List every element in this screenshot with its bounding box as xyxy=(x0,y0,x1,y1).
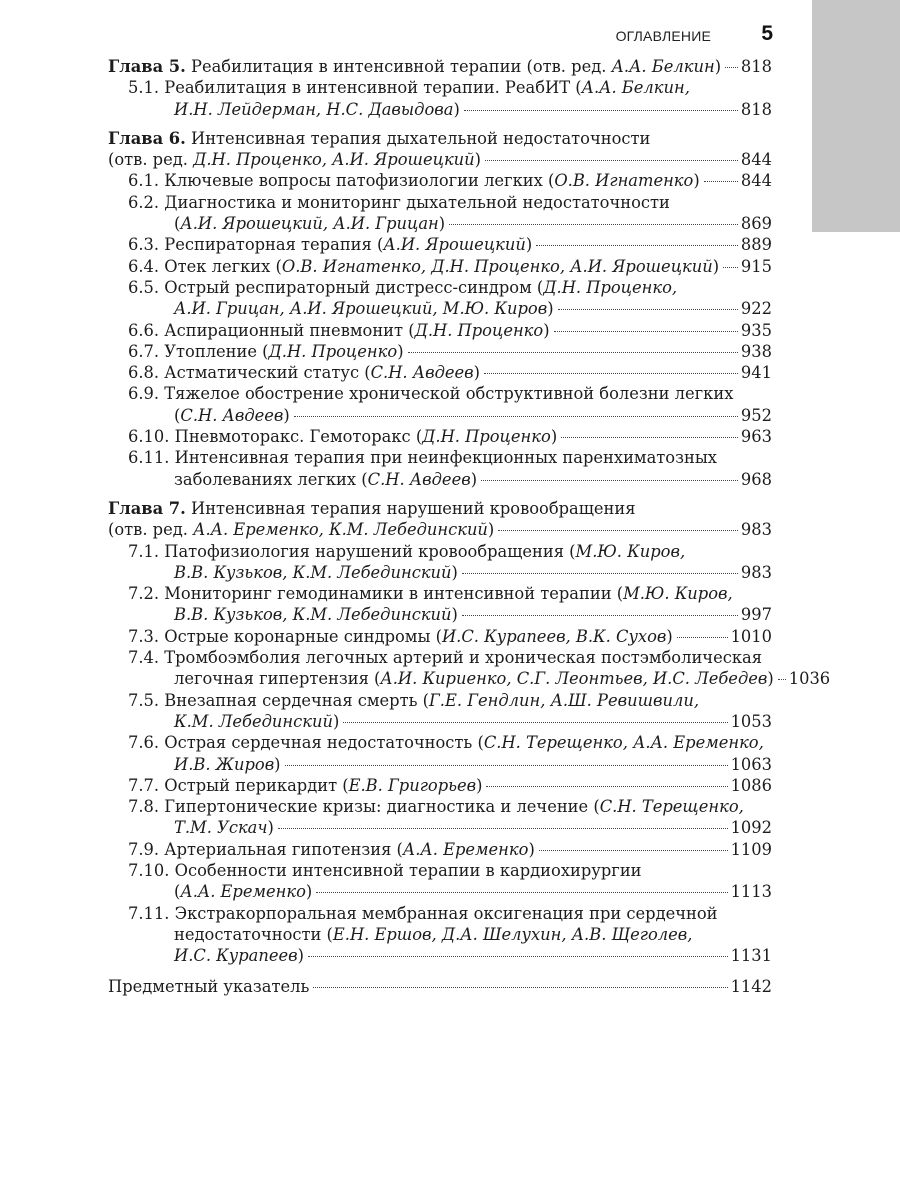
toc-section-7-9[interactable]: 7.9. Артериальная гипотензия (А.А. Еременко) 1109 xyxy=(128,839,772,859)
page-ref: 1142 xyxy=(730,977,772,997)
page-ref: 889 xyxy=(740,235,772,255)
toc-section-7-11[interactable]: 7.11. Экстракорпоральная мембранная оксигенация при сердечной недостаточности (Е.Н. Ершов, Д.А. Шелухин, А.В. Щеголев, И.С. Курапеев) 1131 xyxy=(128,903,772,966)
page-ref: 983 xyxy=(740,520,772,540)
toc-section-7-7[interactable]: 7.7. Острый перикардит (Е.В. Григорьев) 1086 xyxy=(128,775,772,795)
page-ref: 869 xyxy=(740,214,772,234)
page-ref: 1010 xyxy=(730,626,772,646)
toc-section-7-10[interactable]: 7.10. Особенности интенсивной терапии в кардиохирургии (А.А. Еременко) 1113 xyxy=(128,860,772,902)
page-ref: 968 xyxy=(740,469,772,489)
page-number: 5 xyxy=(761,22,773,45)
page-ref: 1063 xyxy=(730,754,772,774)
toc-section-6-6[interactable]: 6.6. Аспирационный пневмонит (Д.Н. Проценко) 935 xyxy=(128,320,772,340)
toc-section-7-8[interactable]: 7.8. Гипертонические кризы: диагностика и лечение (С.Н. Терещенко, Т.М. Ускач) 1092 xyxy=(128,797,772,838)
page-ref: 1086 xyxy=(730,775,772,795)
page-ref: 1131 xyxy=(730,946,772,966)
page-ref: 1092 xyxy=(730,818,772,838)
page-edge-tab xyxy=(812,0,900,232)
table-of-contents xyxy=(108,56,831,998)
toc-section-6-10[interactable]: 6.10. Пневмоторакс. Гемоторакс (Д.Н. Проценко) 963 xyxy=(128,427,772,447)
toc-section-5-1[interactable]: 5.1. Реабилитация в интенсивной терапии. РеабИТ (А.А. Белкин, И.Н. Лейдерман, Н.С. Давыдова) 818 xyxy=(128,78,772,119)
page-ref: 818 xyxy=(740,57,772,76)
page-ref: 1053 xyxy=(730,711,772,731)
toc-section-6-7[interactable]: 6.7. Утопление (Д.Н. Проценко) 938 xyxy=(128,341,772,361)
toc-section-7-4[interactable]: 7.4. Тромбоэмболия легочных артерий и хроническая постэмболическая легочная гипертензия (А.И. Кириенко, С.Г. Леонтьев, И.С. Лебедев) 1036 xyxy=(128,648,831,689)
page-ref: 844 xyxy=(740,150,772,170)
page-ref: 1109 xyxy=(730,839,772,859)
toc-section-6-5[interactable]: 6.5. Острый респираторный дистресс-синдром (Д.Н. Проценко, А.И. Грицан, А.И. Ярошецкий, М.Ю. Киров) 922 xyxy=(128,277,772,319)
toc-section-6-1[interactable]: 6.1. Ключевые вопросы патофизиологии легких (О.В. Игнатенко) 844 xyxy=(128,171,772,191)
page-ref: 938 xyxy=(740,341,772,361)
page-ref: 963 xyxy=(740,427,772,447)
page-ref: 941 xyxy=(740,363,772,383)
toc-section-7-1[interactable]: 7.1. Патофизиология нарушений кровообращения (М.Ю. Киров, В.В. Кузьков, К.М. Лебединский) 983 xyxy=(128,541,772,582)
toc-section-6-2[interactable]: 6.2. Диагностика и мониторинг дыхательной недостаточности (А.И. Ярошецкий, А.И. Грицан) 869 xyxy=(128,192,772,234)
toc-section-7-5[interactable]: 7.5. Внезапная сердечная смерть (Г.Е. Гендлин, А.Ш. Ревишвили, К.М. Лебединский) 1053 xyxy=(128,690,772,731)
toc-section-7-6[interactable]: 7.6. Острая сердечная недостаточность (С.Н. Терещенко, А.А. Еременко, И.В. Жиров) 1063 xyxy=(128,733,772,774)
toc-section-6-4[interactable]: 6.4. Отек легких (О.В. Игнатенко, Д.Н. Проценко, А.И. Ярошецкий) 915 xyxy=(128,256,772,276)
page-ref: 922 xyxy=(740,299,772,319)
page-ref: 1113 xyxy=(730,882,772,902)
running-title: ОГЛАВЛЕНИЕ xyxy=(615,28,711,44)
toc-section-6-11[interactable]: 6.11. Интенсивная терапия при неинфекционных паренхиматозных заболеваниях легких (С.Н. Авдеев) 968 xyxy=(128,448,772,489)
page-ref: 935 xyxy=(740,320,772,340)
page-ref: 818 xyxy=(740,99,772,119)
page-ref: 844 xyxy=(740,171,772,191)
page-header xyxy=(108,22,773,48)
toc-section-6-8[interactable]: 6.8. Астматический статус (С.Н. Авдеев) 941 xyxy=(128,363,772,383)
page-ref: 997 xyxy=(740,605,772,625)
toc-section-7-3[interactable]: 7.3. Острые коронарные синдромы (И.С. Курапеев, В.К. Сухов) 1010 xyxy=(128,626,772,646)
page-ref: 915 xyxy=(740,256,772,276)
page-ref: 1036 xyxy=(788,669,831,689)
page-ref: 952 xyxy=(740,405,772,425)
toc-subject-index[interactable]: Предметный указатель 1142 xyxy=(108,977,772,997)
page-ref: 983 xyxy=(740,562,772,582)
toc-chapter-6[interactable]: Глава 6. Интенсивная терапия дыхательной недостаточности (отв. ред. Д.Н. Проценко, А.И. Ярошецкий) 844 xyxy=(108,128,772,170)
toc-section-6-3[interactable]: 6.3. Респираторная терапия (А.И. Ярошецкий) 889 xyxy=(128,235,772,255)
toc-chapter-7[interactable]: Глава 7. Интенсивная терапия нарушений кровообращения (отв. ред. А.А. Еременко, К.М. Лебединский) 983 xyxy=(108,498,772,540)
toc-section-7-2[interactable]: 7.2. Мониторинг гемодинамики в интенсивной терапии (М.Ю. Киров, В.В. Кузьков, К.М. Лебединский) 997 xyxy=(128,584,772,625)
toc-chapter-5[interactable]: Глава 5. Реабилитация в интенсивной терапии (отв. ред. А.А. Белкин) 818 xyxy=(108,57,772,76)
toc-section-6-9[interactable]: 6.9. Тяжелое обострение хронической обструктивной болезни легких (С.Н. Авдеев) 952 xyxy=(128,384,772,425)
